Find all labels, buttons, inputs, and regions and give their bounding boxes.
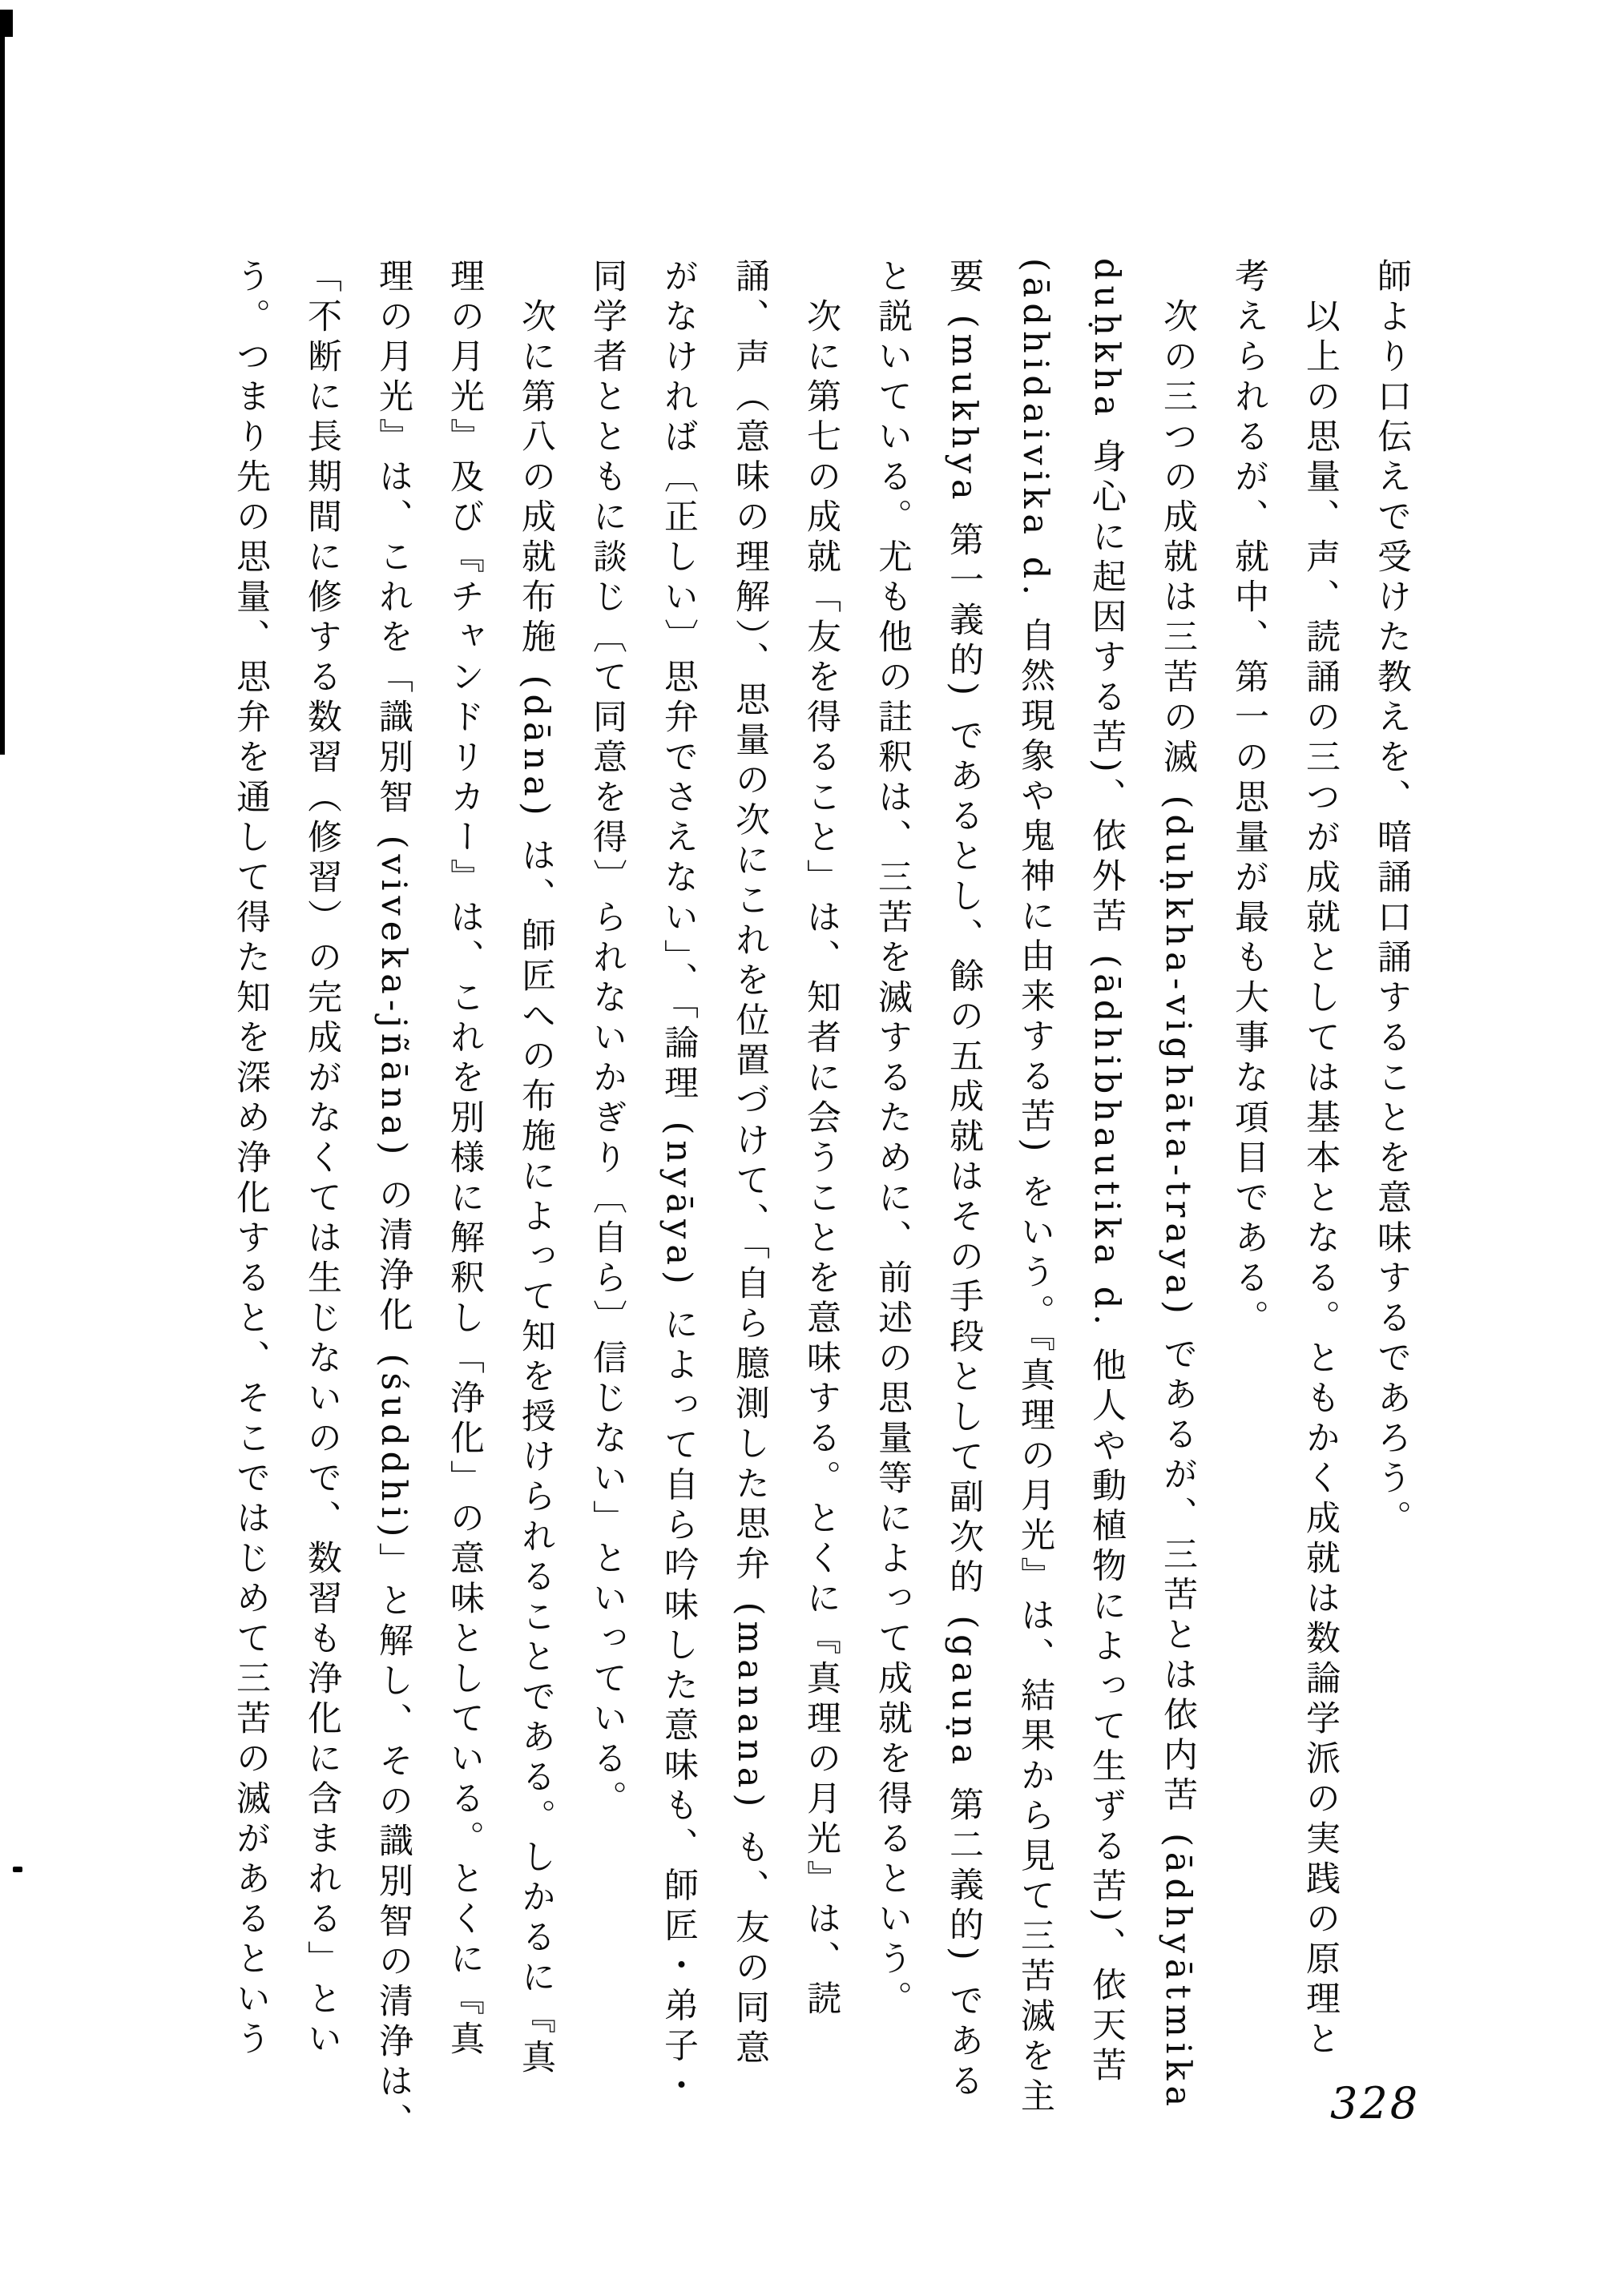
scan-artifact-margin-dash	[13, 1867, 22, 1872]
text-column: 誦、声（意味の理解）、思量の次にこれを位置づけて、「自ら臆測した思弁 (manana) も、友の同意	[730, 258, 770, 2069]
text-column: 次の三つの成就は三苦の滅 (duḥkha-vighāta-traya) であるが、三苦とは依内苦 (ādhyātmika	[1158, 298, 1198, 2113]
text-column: 次に第八の成就布施 (dāna) は、師匠への布施によって知を授けられることである。しかるに『真	[516, 298, 556, 2080]
text-column: 以上の思量、声、読誦の三つが成就としては基本となる。ともかく成就は数論学派の実践の原理と	[1300, 298, 1341, 2060]
text-column: がなければ〔正しい〕思弁でさえない」、「論理 (nyāya) によって自ら吟味した意味も、師匠・弟子・	[659, 258, 699, 2108]
text-column: 「不断に長期間に修する数習（修習）の完成がなくては生じないので、数習も浄化に含まれる」とい	[302, 258, 342, 2060]
scan-artifact-top-left-blob	[0, 10, 13, 37]
page-number: 328	[1330, 2078, 1421, 2129]
text-column: 理の月光』及び『チャンドリカー』は、これを別様に解釈し「浄化」の意味としている。とくに『真	[445, 258, 485, 2060]
text-column: 師より口伝えで受けた教えを、暗誦口誦することを意味するであろう。	[1372, 258, 1412, 1540]
scan-artifact-left-edge-line	[0, 10, 5, 755]
text-column: 理の月光』は、これを「識別智 (viveka-jñāna) の清浄化 (śuddhi)」と解し、その識別智の清浄は、	[373, 258, 413, 2144]
text-column: duḥkha 身心に起因する苦)、依外苦 (ādhibhautika d. 他人や動植物によって生ずる苦)、依天苦	[1087, 258, 1127, 2088]
text-column: 同学者とともに談じ〔て同意を得〕られないかぎり〔自ら〕信じない」といっている。	[587, 258, 627, 1820]
text-column: う。つまり先の思量、思弁を通して得た知を深め浄化すると、そこではじめて三苦の滅があるという	[231, 258, 271, 2060]
text-column: 要 (mukhya 第一義的) であるとし、餘の五成就はその手段として副次的 (gauṇa 第二義的) である	[944, 258, 984, 2103]
text-column: (ādhidaivika d. 自然現象や鬼神に由来する苦) をいう。『真理の月光』は、結果から見て三苦滅を主	[1015, 258, 1055, 2118]
text-column: と説いている。尤も他の註釈は、三苦を滅するために、前述の思量等によって成就を得るという。	[873, 258, 913, 2020]
text-column: 次に第七の成就「友を得ること」は、知者に会うことを意味する。とくに『真理の月光』は、読	[801, 298, 841, 2020]
text-column: 考えられるが、就中、第一の思量が最も大事な項目である。	[1229, 258, 1269, 1339]
